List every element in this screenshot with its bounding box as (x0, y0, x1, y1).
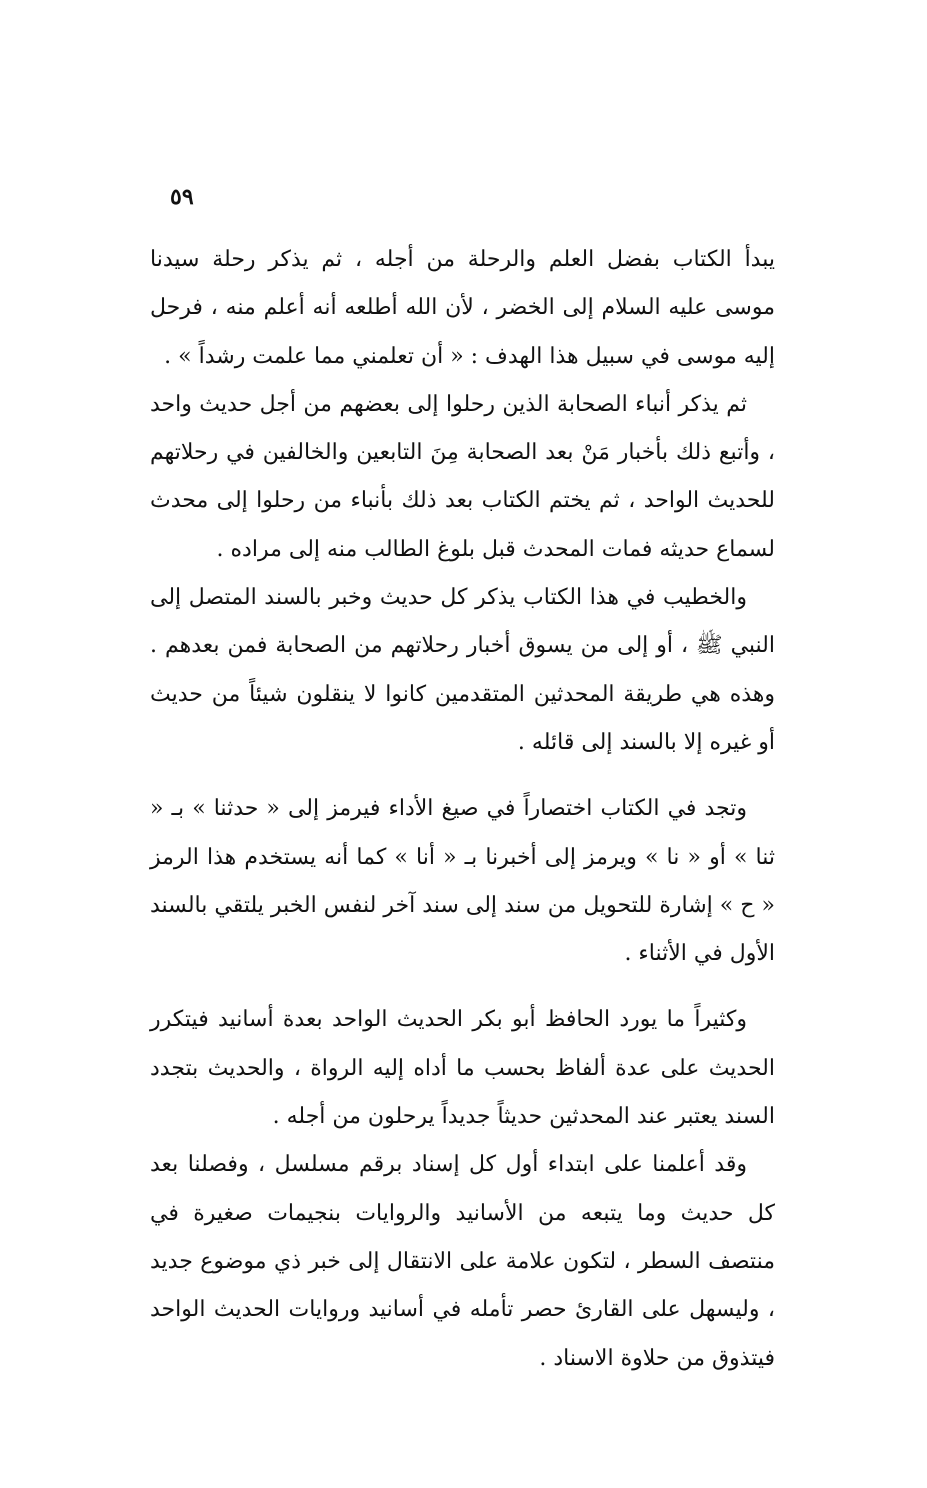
paragraph-4: وتجد في الكتاب اختصاراً في صيغ الأداء فيرمز إلى « حدثنا » بـ « ثنا » أو « نا » ويرمز إلى أخبرنا بـ « أنا » كما أنه يستخدم هذا الرمز « ح » إشارة للتحويل من سند إلى سند آخر لنفس الخبر يلتقي بالسند الأول في الأثناء . (150, 796, 775, 967)
paragraph-2: ثم يذكر أنباء الصحابة الذين رحلوا إلى بعضهم من أجل حديث واحد ، وأتبع ذلك بأخبار مَنْ بعد الصحابة مِنَ التابعين والخالفين في رحلاتهم للحديث الواحد ، ثم يختم الكتاب بعد ذلك بأنباء من رحلوا إلى محدث لسماع حديثه فمات المحدث قبل بلوغ الطالب منه إلى مراده . (150, 391, 775, 562)
paragraph-3: والخطيب في هذا الكتاب يذكر كل حديث وخبر بالسند المتصل إلى النبي ﷺ ، أو إلى من يسوق أخبار رحلاتهم من الصحابة فمن بعدهم . وهذه هي طريقة المحدثين المتقدمين كانوا لا ينقلون شيئاً من حديث أو غيره إلا بالسند إلى قائله . (150, 585, 775, 755)
body-text (150, 236, 775, 1383)
paragraph-5: وكثيراً ما يورد الحافظ أبو بكر الحديث الواحد بعدة أسانيد فيتكرر الحديث على عدة ألفاظ بحسب ما أداه إليه الرواة ، والحديث بتجدد السند يعتبر عند المحدثين حديثاً جديداً يرحلون من أجله . (150, 1007, 775, 1130)
paragraph-1: يبدأ الكتاب بفضل العلم والرحلة من أجله ، ثم يذكر رحلة سيدنا موسى عليه السلام إلى الخضر ، لأن الله أطلعه أنه أعلم منه ، فرحل إليه موسى في سبيل هذا الهدف : « أن تعلمني مما علمت رشداً » . (150, 247, 775, 369)
page-number: ٥٩ (170, 184, 194, 210)
paragraph-6: وقد أعلمنا على ابتداء أول كل إسناد برقم مسلسل ، وفصلنا بعد كل حديث وما يتبعه من الأسانيد والروايات بنجيمات صغيرة في منتصف السطر ، لتكون علامة على الانتقال إلى خبر ذي موضوع جديد ، وليسهل على القارئ حصر تأمله في أسانيد وروايات الحديث الواحد فيتذوق من حلاوة الاسناد . (150, 1152, 775, 1371)
